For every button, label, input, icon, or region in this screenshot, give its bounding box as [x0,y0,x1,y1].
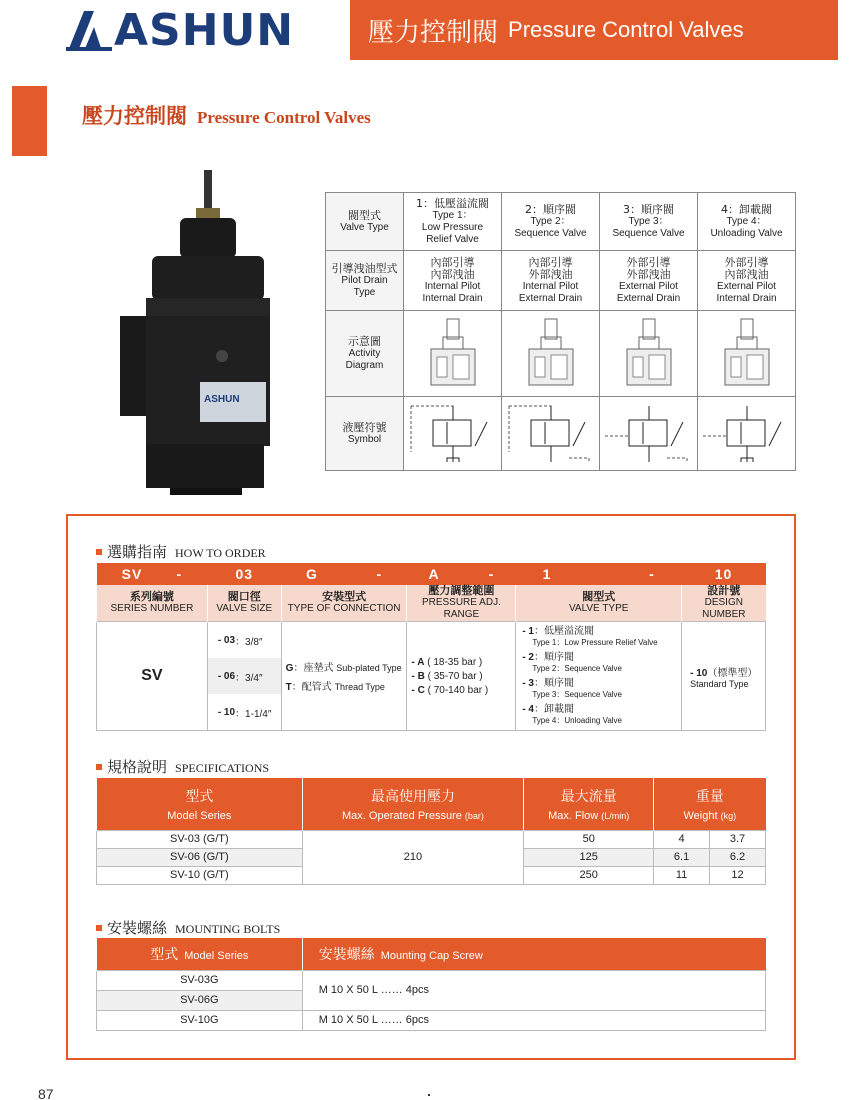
how-to-order-title: 選購指南 HOW TO ORDER [96,541,266,562]
activity-diagram-2 [502,311,600,397]
side-accent-block [12,86,47,156]
bullet-square-icon [96,925,102,931]
footer-dot [428,1094,430,1096]
specifications-table [96,778,766,885]
section-title-en: Pressure Control Valves [197,108,371,127]
spec-pressure-cell: 210 [302,830,524,884]
order-size-cell [207,622,281,731]
hydraulic-symbol-3 [600,397,698,471]
order-col-size: 閥口徑 VALVE SIZE [207,585,281,622]
connection-option: G：座墊式 Sub-plated Type [285,663,402,674]
activity-diagram-4 [698,311,796,397]
row-label-valve-type: 閥型式 Valve Type [326,193,404,251]
order-connection-cell [281,622,407,731]
hydraulic-symbol-2 [502,397,600,471]
spec-col-model: 型式 Model Series [97,778,303,830]
bolts-col-screw: 安裝螺絲 Mounting Cap Screw [302,938,765,970]
range-option: - A ( 18-35 bar ) [411,656,483,668]
valve-type-table [325,192,796,471]
logo-mark-icon [66,9,112,53]
order-col-connection: 安裝型式 TYPE OF CONNECTION [281,585,407,622]
bolts-header-row [97,938,766,970]
order-valve-type-cell: - 1：低壓溢流閥 Type 1：Low Pressure Relief Valve - 2：順序閥 Type 2：Sequence Valve - 3：順序閥 Type 3：Sequence Valve - 4：卸載閥 Type 4：Unloading Valve [516,622,682,731]
range-option: - C ( 70-140 bar ) [411,684,489,696]
table-row: SV-06G [97,990,766,1010]
section-title-zh: 壓力控制閥 [82,104,187,128]
brand-name: ASHUN [114,5,295,56]
spec-col-weight: 重量 Weight (kg) [654,778,766,830]
valve-photo [110,170,280,495]
header-banner [350,0,838,60]
spec-col-flow: 最大流量 Max. Flow (L/min) [524,778,654,830]
hydraulic-symbol-4 [698,397,796,471]
order-code-row: SV - 03 G - A - 1 - 10 [97,563,766,585]
order-header-row [97,585,766,622]
specifications-title: 規格說明 SPECIFICATIONS [96,756,269,777]
activity-diagram-1 [404,311,502,397]
page-number: 87 [38,1086,54,1100]
drain-cell-4: 外部引導 內部洩油 External Pilot Internal Drain [698,251,796,311]
size-option: - 06 ：3/4″ [208,658,281,694]
spec-col-pressure: 最高使用壓力 Max. Operated Pressure (bar) [302,778,524,830]
valve-nameplate-text: ASHUN [204,394,240,405]
spec-header-row [97,778,766,830]
header-title-zh: 壓力控制閥 [368,17,499,48]
row-label-pilot-drain: 引導洩油型式 Pilot Drain Type [326,251,404,311]
order-col-series: 系列編號 SERIES NUMBER [97,585,208,622]
connection-option: T：配管式 Thread Type [285,682,385,693]
table-row: SV-03 (G/T) 210 50 4 3.7 [97,830,766,848]
section-title [82,100,371,130]
order-col-range: 壓力調整範圍 PRESSURE ADJ. RANGE [407,585,516,622]
drain-cell-3: 外部引導 外部洩油 External Pilot External Drain [600,251,698,311]
bolts-col-model: 型式 Model Series [97,938,303,970]
type-cell-3: 3：順序閥 Type 3： Sequence Valve [600,193,698,251]
brand-logo [66,6,306,56]
table-row: SV-06 (G/T) 125 6.1 6.2 [97,848,766,866]
valve-type-option: - 3：順序閥 [522,678,574,689]
valve-type-option: - 1：低壓溢流閥 [522,626,594,637]
table-row: SV-10G M 10 X 50 L …… 6pcs [97,1010,766,1030]
size-option: - 03 ：3/8″ [217,634,263,648]
table-row: SV-03G M 10 X 50 L …… 4pcs [97,970,766,990]
how-to-order-table [96,563,766,731]
order-col-valve-type: 閥型式 VALVE TYPE [516,585,682,622]
activity-diagram-3 [600,311,698,397]
type-cell-2: 2：順序閥 Type 2： Sequence Valve [502,193,600,251]
mounting-bolts-table [96,938,766,1031]
range-option: - B ( 35-70 bar ) [411,670,483,682]
table-row: SV-10 (G/T) 250 11 12 [97,866,766,884]
valve-type-option: - 4：卸載閥 [522,704,574,715]
size-option: - 10 ：1-1/4″ [217,706,272,720]
type-cell-1: 1：低壓溢流閥 Type 1： Low Pressure Relief Valve [404,193,502,251]
bullet-square-icon [96,764,102,770]
drain-cell-1: 內部引導 內部洩油 Internal Pilot Internal Drain [404,251,502,311]
row-label-symbol: 液壓符號 Symbol [326,397,404,471]
row-label-activity-diagram: 示意圖 Activity Diagram [326,311,404,397]
order-design-cell: - 10（標準型） Standard Type [682,622,766,731]
order-series-cell: SV [97,622,208,731]
valve-type-option: - 2：順序閥 [522,652,574,663]
mounting-bolts-title: 安裝螺絲 MOUNTING BOLTS [96,917,280,938]
order-range-cell [407,622,516,731]
order-col-design: 設計號 DESIGN NUMBER [682,585,766,622]
bullet-square-icon [96,549,102,555]
hydraulic-symbol-1 [404,397,502,471]
bolts-screw-cell: M 10 X 50 L …… 6pcs [302,1010,765,1030]
header-title-en: Pressure Control Valves [508,17,744,42]
type-cell-4: 4：卸載閥 Type 4： Unloading Valve [698,193,796,251]
bolts-screw-cell: M 10 X 50 L …… 4pcs [302,970,765,1010]
drain-cell-2: 內部引導 外部洩油 Internal Pilot External Drain [502,251,600,311]
